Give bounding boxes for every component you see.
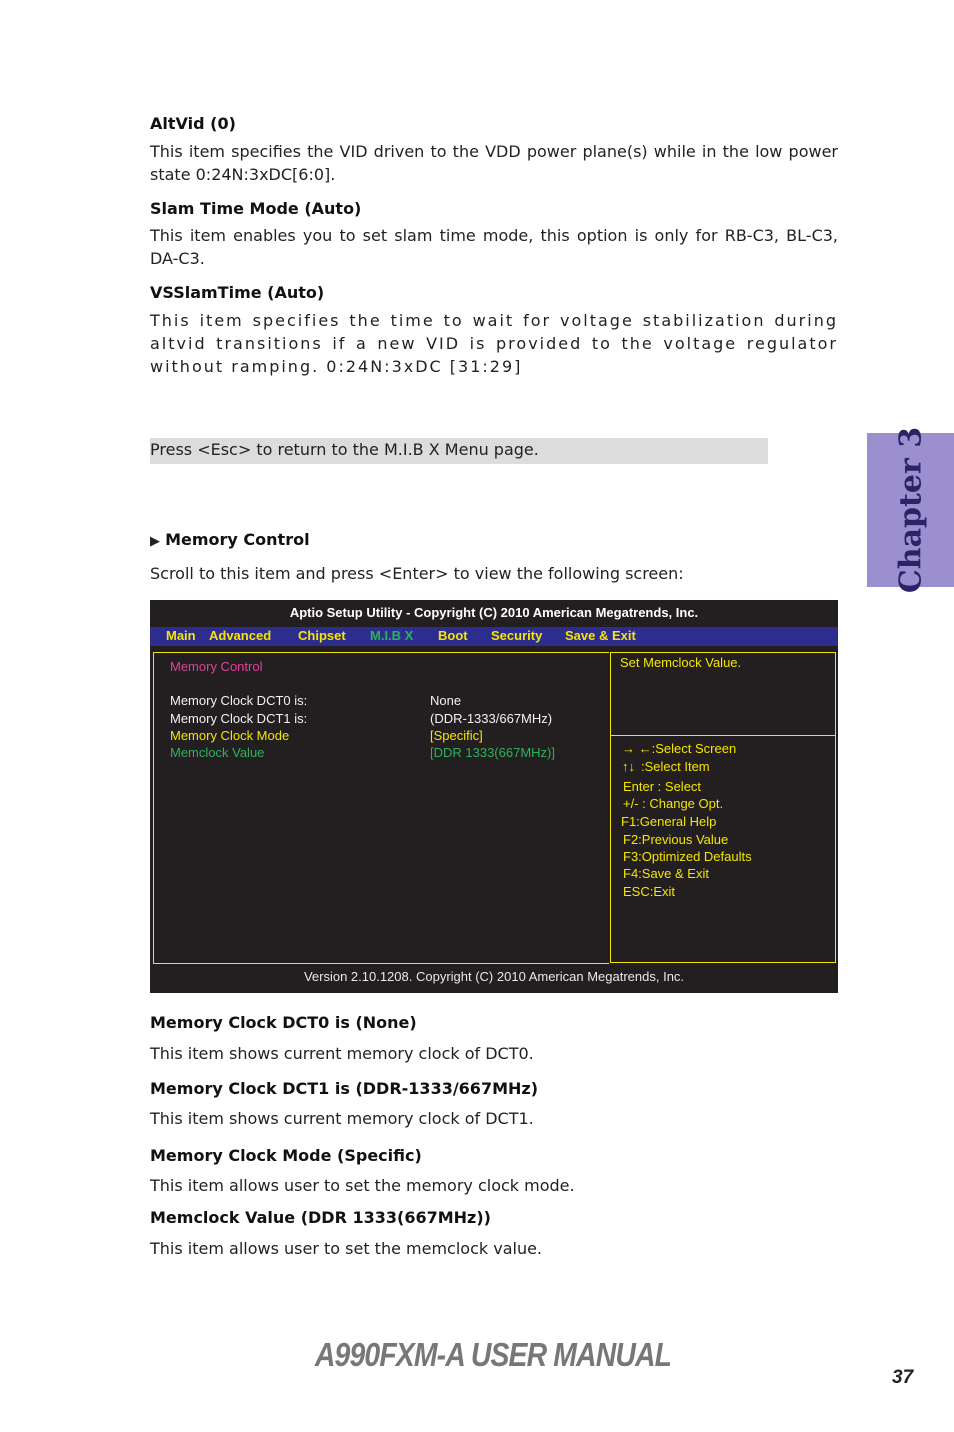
bios-key-f1: F1:General Help <box>621 814 717 829</box>
bios-key-select-screen: → ←:Select Screen <box>622 741 737 756</box>
up-down-arrow-icon: ↑↓ <box>622 759 635 774</box>
bios-section-title: Memory Control <box>170 659 263 674</box>
page-number: 37 <box>892 1367 914 1388</box>
chapter-tab-label: Chapter 3 <box>893 426 928 594</box>
triangle-arrow-icon: ▶ <box>150 534 160 549</box>
bios-settings-panel <box>153 652 609 964</box>
section-text-slam-time-mode: This item enables you to set slam time mode, this option is only for RB-C3, BL-C3, DA-C3. <box>150 226 838 268</box>
bios-tab-chipset[interactable]: Chipset <box>298 628 346 643</box>
section-text-clock-mode: This item allows user to set the memory clock mode. <box>150 1176 575 1195</box>
bios-key-select-item: ↑↓ :Select Item <box>622 759 710 774</box>
memory-control-intro: Scroll to this item and press <Enter> to view the following screen: <box>150 564 684 583</box>
bios-row-label-clock-mode[interactable]: Memory Clock Mode <box>170 728 290 743</box>
bios-row-label-dct1: Memory Clock DCT1 is: <box>170 711 308 726</box>
bios-row-label-memclock-value[interactable]: Memclock Value <box>170 745 265 760</box>
section-heading-memclock-value: Memclock Value (DDR 1333(667MHz)) <box>150 1208 491 1227</box>
bios-row-value-memclock-value[interactable]: [DDR 1333(667MHz)] <box>430 745 555 760</box>
bios-row-value-clock-mode[interactable]: [Specific] <box>430 728 483 743</box>
manual-title: A990FXM-A USER MANUAL <box>314 1336 672 1373</box>
bios-tab-mib-x[interactable]: M.I.B X <box>370 628 414 643</box>
esc-note-bar: Press <Esc> to return to the M.I.B X Menu page. <box>150 438 768 464</box>
section-heading-slam-time-mode: Slam Time Mode (Auto) <box>150 199 362 218</box>
bios-row-value-dct0: None <box>430 693 462 708</box>
bios-tab-main[interactable]: Main <box>166 628 196 643</box>
bios-key-f4: F4:Save & Exit <box>623 866 709 881</box>
bios-keys-panel <box>610 735 836 963</box>
bios-help-panel <box>610 652 836 736</box>
bios-menu-bar <box>150 627 838 646</box>
bios-tab-boot[interactable]: Boot <box>438 628 468 643</box>
bios-key-f3: F3:Optimized Defaults <box>623 849 752 864</box>
bios-tab-save-exit[interactable]: Save & Exit <box>565 628 636 643</box>
memory-control-heading: Memory Control <box>165 530 310 549</box>
section-heading-clock-mode: Memory Clock Mode (Specific) <box>150 1146 422 1165</box>
left-right-arrow-icon: → ← <box>622 741 652 756</box>
bios-key-enter: Enter : Select <box>623 779 702 794</box>
section-text-dct1: This item shows current memory clock of DCT1. <box>150 1109 534 1128</box>
bios-tab-security[interactable]: Security <box>491 628 543 643</box>
bios-key-esc: ESC:Exit <box>623 884 676 899</box>
bios-screenshot <box>150 600 838 993</box>
bios-help-text: Set Memclock Value. <box>620 655 742 670</box>
section-heading-vsslamtime: VSSlamTime (Auto) <box>150 283 325 302</box>
section-heading-dct0: Memory Clock DCT0 is (None) <box>150 1013 417 1032</box>
bios-row-label-dct0: Memory Clock DCT0 is: <box>170 693 308 708</box>
section-text-altvid: This item specifies the VID driven to the VDD power plane(s) while in the low power state 0:24N:3xDC[6:0]. <box>150 142 838 184</box>
bios-tab-advanced[interactable]: Advanced <box>209 628 272 643</box>
section-heading-dct1: Memory Clock DCT1 is (DDR-1333/667MHz) <box>150 1079 539 1098</box>
section-text-vsslamtime: This item specifies the time to wait for voltage stabilization during altvid transitions if a new VID is provided to the voltage regulator without ramping. 0:24N:3xDC [31:29] <box>150 311 838 376</box>
section-text-dct0: This item shows current memory clock of DCT0. <box>150 1044 534 1063</box>
section-text-memclock-value: This item allows user to set the memclock value. <box>150 1239 543 1258</box>
chapter-tab <box>867 426 954 594</box>
bios-title: Aptio Setup Utility - Copyright (C) 2010 American Megatrends, Inc. <box>289 605 699 620</box>
bios-key-change-opt: +/- : Change Opt. <box>623 796 724 811</box>
bios-key-f2: F2:Previous Value <box>623 832 729 847</box>
bios-footer: Version 2.10.1208. Copyright (C) 2010 American Megatrends, Inc. <box>303 969 685 984</box>
memory-control-heading-row <box>150 530 310 549</box>
bios-row-value-dct1: (DDR-1333/667MHz) <box>430 711 553 726</box>
section-heading-altvid: AltVid (0) <box>150 114 236 133</box>
